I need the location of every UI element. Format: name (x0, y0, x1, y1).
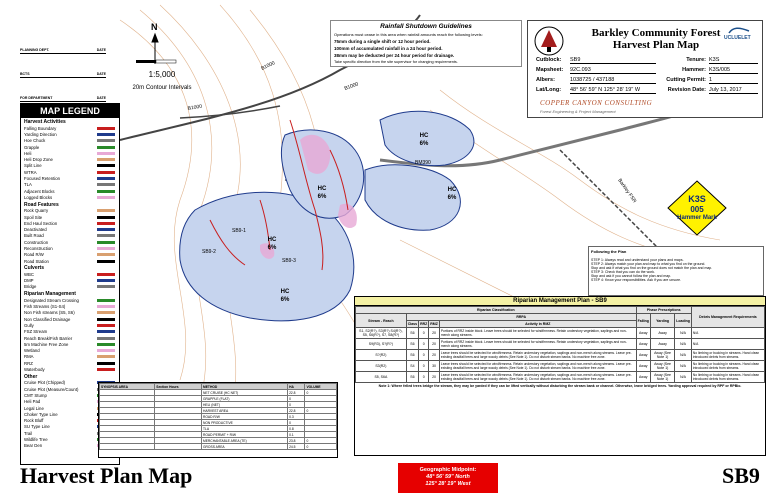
rmp-cell-cls: S6 (406, 328, 418, 339)
summary-cell: 0 (305, 408, 337, 414)
legend-symbol-icon (97, 368, 115, 371)
legend-symbol-icon (97, 177, 115, 180)
legend-item-label: Bridge (24, 284, 37, 290)
legend-item-label: Deactivated (24, 227, 47, 233)
field-value-albers: 1038725 / 437188 (570, 77, 656, 84)
rmp-group-header-row (356, 307, 765, 314)
legend-item-label: Legal Line (24, 405, 44, 411)
rmp-title: Riparian Management Plan - SB9 (355, 297, 765, 306)
legend-item-label: RMA (24, 354, 34, 360)
title-line-2: Harvest Plan Map (612, 39, 700, 51)
field-value-tenure: K3S (709, 57, 758, 64)
summary-header: METHOD (201, 384, 287, 390)
sb-label-3: SB9-3 (282, 258, 296, 264)
ucluelet-logo-icon (727, 25, 751, 35)
legend-symbol-icon (97, 247, 115, 250)
summary-row (100, 444, 337, 450)
legend-symbol-icon (97, 318, 115, 321)
rmp-table (355, 306, 765, 383)
midpoint-title: Geographic Midpoint: (419, 467, 477, 473)
legend-item-label: Road Station (24, 258, 49, 264)
rainfall-guidelines (330, 20, 522, 67)
legend-symbol-icon (97, 152, 115, 155)
block-label-3-pct: 6% (280, 297, 290, 303)
rmp-cell-yarding: Away (650, 328, 674, 339)
rmp-cell-reach: S1, S2(R?), S3(R?) S4(R?), S5, S6(R?), S7, S8(R?) (356, 328, 407, 339)
field-value-mapsheet: 92C.093 (570, 67, 656, 74)
rmp-row (356, 350, 765, 361)
title-fields-left (536, 57, 656, 94)
legend-symbol-icon (97, 234, 115, 237)
legend-item-label: Heli Pad (24, 399, 41, 405)
legend-symbol-icon (97, 164, 115, 167)
rmp-row (356, 328, 765, 339)
legend-category: Culverts (24, 265, 45, 272)
field-value-latlong: 48° 56' 59" N 125° 28' 19" W (570, 87, 656, 94)
midpoint-north: 48° 56' 59" North (426, 474, 470, 480)
rmp-cell-reach: S5, S6A (356, 372, 407, 383)
legend-symbol-icon (97, 311, 115, 314)
rmp-body (356, 328, 765, 383)
legend-symbol-icon (97, 337, 115, 340)
legend-item-label: FSZ Stream (24, 329, 48, 335)
legend-item-label: DMP (24, 278, 34, 284)
rmp-sub-header: Loading (675, 314, 692, 328)
field-value-revision-date: July 13, 2017 (709, 87, 758, 94)
rmp-cell-rmz: 20 (429, 339, 440, 350)
rmp-col-header: Class (407, 322, 418, 326)
signoff-label: BCTS (20, 72, 30, 76)
field-label: Revision Date: (667, 87, 706, 93)
rmp-cell-activity: Leave trees should be selected for windfirmness. Retain understory vegetation, saplings and non-merch along streams. Leave pre-existing deadfall trees and large woody debris (See Note 1). Do not disturb stream banks. No machine free zone. (439, 372, 636, 383)
summary-cell: 0.3 (288, 414, 305, 420)
legend-item-label: End Haul Section (24, 220, 58, 226)
legend-symbol-icon (97, 171, 115, 174)
block-label-2-code: HC (267, 237, 277, 243)
summary-cell: ROAD R/W (201, 414, 287, 420)
block-label-5-pct: 6% (447, 195, 457, 201)
legend-symbol-icon (97, 209, 115, 212)
field-value-cutblock: SB9 (570, 57, 656, 64)
legend-item (21, 366, 119, 372)
legend-item-label: Cruise Plot (Measure/Count) (24, 386, 79, 392)
legend-symbol-icon (97, 158, 115, 161)
legend-symbol-icon (97, 349, 115, 352)
rmp-cell-reach: S9(R3), S?(R?) (356, 339, 407, 350)
cutblock-mid-east (365, 165, 460, 230)
rmp-cell-cls: S6 (406, 372, 418, 383)
signoff-row (20, 30, 106, 54)
summary-cell: 0 (305, 438, 337, 444)
rmp-cell-debris: N/A (691, 339, 764, 350)
guidelines-title: Rainfall Shutdown Guidelines (380, 23, 472, 30)
field-value-cutting-permit: 1 (709, 77, 758, 84)
legend-symbol-icon (97, 355, 115, 358)
summary-cell: GRAPPLE (FLAT) (201, 396, 287, 402)
road-label-b1000-c: B1000 (343, 81, 360, 92)
title-fields-right (664, 57, 758, 94)
forest-logo-icon (534, 25, 564, 57)
legend-item-label: Wildlife Tree (24, 437, 48, 442)
legend-symbol-icon (97, 222, 115, 225)
legend-item-label: 5m Machine Free Zone (24, 341, 69, 347)
legend-item-label: Waterbody (24, 367, 45, 373)
rmp-col-header: RMZ (430, 322, 438, 326)
signoff-block (20, 30, 106, 102)
legend-symbol-icon (97, 343, 115, 346)
legend-symbol-icon (97, 330, 115, 333)
legend-item-label: Spoil Site (24, 214, 43, 220)
field-value-hammer: K3S/005 (709, 67, 758, 74)
title-block (527, 20, 763, 118)
rmp-cell-debris: No limbing or bucking in streams. Hand clean introduced debris from streams. (691, 361, 764, 372)
legend-item-label: Rock Bluff (24, 418, 44, 424)
legend-category: Harvest Activities (24, 119, 66, 125)
north-label: N (151, 22, 158, 32)
legend-item-label: Fish Streams (S1-S4) (24, 304, 66, 310)
legend-symbol-icon (97, 305, 115, 308)
rmp-cell-falling: Away (636, 328, 650, 339)
legend-symbol-icon (97, 146, 115, 149)
legend-symbol-icon (97, 133, 115, 136)
legend-symbol-icon (97, 279, 115, 282)
legend-item-label: Reach Break/Fish Barrier (24, 335, 73, 341)
legend-item-label: Split Line (24, 163, 42, 169)
rmp-cell-reach: S3(R2) (356, 361, 407, 372)
signoff-date: DATE (96, 48, 106, 52)
rmp-row (356, 361, 765, 372)
summary-cell: 23.8 (288, 438, 305, 444)
legend-item-label: WTRA (24, 169, 37, 175)
rmp-cell-reach: S?(R2) (356, 350, 407, 361)
follow-step: STEP 4: Know your responsibilities. Ask if you are unsure. (591, 278, 682, 282)
hammer-mark (667, 180, 727, 241)
road-label-b1000-a: B1000 (260, 60, 276, 72)
rmp-cell-rrz: 0 (419, 339, 429, 350)
follow-step: STEP 2: Always match your plan and map to what you find on the ground. (591, 262, 706, 266)
signoff-date: DATE (96, 72, 106, 76)
rmp-cell-rmz: 20 (429, 350, 440, 361)
legend-item-label: Built Road (24, 233, 44, 239)
rmp-cell-yarding: Away (650, 339, 674, 350)
geographic-midpoint (398, 463, 498, 493)
rmp-row (356, 372, 765, 383)
legend-symbol-icon (97, 324, 115, 327)
field-label: Mapsheet: (536, 67, 564, 73)
legend-category: Riparian Management (24, 291, 76, 298)
field-label: Hammer: (682, 67, 706, 73)
midpoint-west: 125° 28' 19" West (425, 481, 471, 487)
block-label-1-pct: 6% (317, 194, 327, 200)
sb-label-1: SB9-2 (202, 249, 216, 255)
legend-item-label: Gully (24, 322, 34, 328)
ucluelet-label: UCLUELET (724, 35, 751, 41)
summary-header: Section Hours (155, 384, 202, 390)
contour-interval: 20m Contour Intervals (132, 85, 192, 91)
legend-item-label: Non Classified Drainage (24, 316, 71, 322)
guidelines-rule: 100mm of accumulated rainfall in a 24 hour period. (334, 46, 443, 51)
rmp-cell-falling: Away (636, 339, 650, 350)
scale-info (122, 70, 202, 91)
scale-ratio: 1:5,000 (148, 70, 176, 79)
summary-cell: 0 (305, 444, 337, 450)
signoff-label: PLANNING DEPT. (20, 48, 50, 52)
sb-label-2: SB9-1 (232, 228, 246, 234)
follow-title: Following the Plan (591, 249, 627, 254)
legend-item-label: Designated Stream Crossing (24, 297, 79, 303)
rmp-cell-debris: No limbing or bucking in streams. Hand clean introduced debris from streams. (691, 350, 764, 361)
legend-item-label: Bear Den (24, 443, 43, 449)
summary-cell: 0 (288, 402, 305, 408)
signoff-date: DATE (96, 96, 106, 100)
rmp-group-header: Riparian Classification (356, 307, 637, 314)
rmp-cell-falling: Away (636, 350, 650, 361)
legend-category: Other (24, 373, 38, 380)
rmp-cell-activity: Portions of RRZ inside block. Leave trees should be selected for windfirmness. Retain understory vegetation, saplings and non-merch along streams. (439, 328, 636, 339)
rmp-cell-rmz: 30 (429, 361, 440, 372)
rmp-cell-loading: N/A (675, 372, 692, 383)
legend-item (21, 258, 119, 264)
summary-header: SYNOPSIS AREA (100, 384, 155, 390)
legend-item-label: Wetland (24, 348, 40, 354)
riparian-management-plan (354, 296, 766, 456)
summary-header: VOLUME (305, 384, 337, 390)
legend-category: Road Features (24, 201, 59, 208)
legend-item-label: TLA (24, 182, 32, 188)
legend-symbol-icon (97, 127, 115, 130)
follow-step: Stop and ask if what you find on the ground does not match the plan and map. (591, 266, 713, 270)
field-label: Tenure: (686, 57, 706, 63)
road-label-barkley-fsr: Barkley FSR (616, 177, 638, 205)
consultant-sub: Forest Engineering & Project Management (540, 109, 616, 114)
legend-symbol-icon (97, 190, 115, 193)
follow-step: STEP 1: Always read and understand your plans and maps. (591, 258, 684, 262)
area-summary (98, 382, 338, 458)
rmp-cell-cls: S4 (406, 361, 418, 372)
rmp-cell-yarding: Away (See Note 1) (650, 350, 674, 361)
legend-item (21, 284, 119, 290)
hammer-label: Hammer Mark (677, 215, 717, 221)
block-label-4-pct: 6% (419, 141, 429, 147)
legend-symbol-icon (97, 273, 115, 276)
legend-item-label: Road R/W (24, 252, 44, 258)
summary-cell: 24.5 (288, 444, 305, 450)
rmp-cell-loading: N/A (675, 339, 692, 350)
rmp-cell-loading: N/A (675, 328, 692, 339)
rmp-cell-activity: Leave trees should be selected for windfirmness. Retain understory vegetation, saplings and non-merch along streams. Leave pre-existing deadfall trees and large woody debris (See Note 1). Do not disturb stream banks. No machine free zone. (439, 350, 636, 361)
rmp-cell-loading: N/A (675, 350, 692, 361)
legend-item-label: Logged Blocks (24, 194, 53, 200)
rmp-sub-header: Yarding (650, 314, 674, 328)
summary-cell: 0.1 (288, 432, 305, 438)
guidelines-intro: Operations must cease in this area when rainfall amounts reach the following levels: (334, 32, 483, 37)
field-label: Lat/Long: (536, 87, 562, 93)
field-label: Cutting Permit: (666, 77, 706, 83)
road-label-bm390: BM390 (415, 160, 431, 166)
field-label: Cutblock: (536, 57, 562, 63)
scale-bar (136, 60, 176, 63)
legend-symbol-icon (97, 196, 115, 199)
signoff-row (20, 54, 106, 78)
block-label-5-code: HC (447, 187, 457, 193)
rmp-cell-yarding: Away (See Note 1) (650, 361, 674, 372)
summary-cell: 0 (288, 420, 305, 426)
rmp-cell-loading: N/A (675, 361, 692, 372)
guidelines-rule: 38mm may be deducted per 24 hour period for drainage. (334, 53, 455, 58)
title-line-1: Barkley Community Forest (591, 27, 721, 39)
summary-table (99, 383, 337, 450)
rmp-group-header: Debris Management Requirements (691, 307, 764, 328)
rmp-col-header: RRZ (420, 322, 428, 326)
summary-cell: 0 (288, 396, 305, 402)
legend-symbol-icon (97, 183, 115, 186)
summary-cell: NET CRUISE (HC NET) (201, 390, 287, 396)
legend-item-label: Focused Retention (24, 176, 61, 182)
legend-symbol-icon (97, 285, 115, 288)
hammer-code: K3S (688, 194, 706, 204)
summary-cell-blank (155, 444, 202, 450)
summary-cell: TLA (201, 426, 287, 432)
summary-cell: 0.8 (288, 426, 305, 432)
rmp-col-header: Activity in RMZ (439, 321, 636, 328)
legend-symbol-icon (97, 216, 115, 219)
summary-cell: 22.8 (288, 390, 305, 396)
rmp-cell-cls: S6 (406, 339, 418, 350)
summary-cell: NON PRODUCTIVE (201, 420, 287, 426)
north-arrow-icon (152, 34, 158, 64)
road-label-b1000-b: B1000 (187, 103, 203, 112)
summary-cell: 0 (305, 390, 337, 396)
summary-cell: ROAD PERMIT + R/W (201, 432, 287, 438)
block-label-3-code: HC (280, 289, 290, 295)
legend-item-label: Heli Drop Zone (24, 157, 53, 163)
signoff-label: FOR DEPARTMENT (20, 96, 53, 100)
legend-item-label: Falling Boundary (24, 125, 57, 131)
summary-cell: 22.8 (288, 408, 305, 414)
following-the-plan (588, 246, 764, 296)
signoff-row (20, 78, 106, 102)
legend-symbol-icon (97, 299, 115, 302)
legend-item-label: Rock Quarry (24, 208, 49, 214)
block-label-4-code: HC (419, 133, 429, 139)
legend-symbol-icon (97, 362, 115, 365)
rmp-cell-falling: Away (636, 372, 650, 383)
rmp-sub-header: Falling (636, 314, 650, 328)
rmp-cell-activity: Portions of RRZ inside block. Leave trees should be selected for windfirmness. Retain understory vegetation, saplings and non-merch along streams. (439, 339, 636, 350)
rmp-cell-yarding: Away (See Note 1) (650, 372, 674, 383)
summary-cell-blank (100, 444, 155, 450)
legend-item-label: Cruise Plot (Chipped) (24, 380, 66, 386)
legend-symbol-icon (97, 253, 115, 256)
legend-item (21, 194, 119, 200)
rmp-cell-rmz: 20 (429, 372, 440, 383)
footer-title: Harvest Plan Map (20, 463, 193, 488)
rmp-sub-header: Stream - Reach (356, 314, 407, 328)
consultant-name: COPPER CANYON CONSULTING (540, 99, 653, 107)
legend-item-label: Trail (24, 430, 33, 436)
summary-cell: HELI (NET) (201, 402, 287, 408)
guidelines-rule: 75mm during a single shift or 12 hour period. (334, 39, 431, 44)
field-label: Albers: (536, 77, 555, 83)
legend-item-label: SU Type Line (24, 424, 50, 430)
legend-symbol-icon (97, 139, 115, 142)
rmp-row (356, 339, 765, 350)
summary-cell: MERCHANTABLE AREA (TE) (201, 438, 287, 444)
rmp-cell-debris: No limbing or bucking in streams. Hand clean introduced debris from streams. (691, 372, 764, 383)
rmp-cell-falling: Away (636, 361, 650, 372)
legend-item-label: Grapple (24, 144, 40, 150)
footer-block-id: SB9 (722, 463, 760, 488)
rmp-sub-header: RRPA (406, 314, 636, 321)
legend-item-label: Choker Type Line (24, 411, 58, 417)
summary-header: HA (288, 384, 305, 390)
summary-body (100, 390, 337, 450)
legend-item-label: Construction (24, 239, 49, 245)
legend-symbol-icon (97, 228, 115, 231)
legend-item-label: Adjacent Blocks (24, 188, 55, 194)
block-label-1-code: HC (317, 186, 327, 192)
follow-step: Stop and ask if you cannot follow the plan and map. (591, 274, 672, 278)
rmp-cell-rmz: 20 (429, 328, 440, 339)
legend-item-label: CMT Stump (24, 392, 47, 398)
legend-item-label: Yarding Direction (24, 131, 57, 137)
legend-title: MAP LEGEND (21, 104, 119, 118)
legend-symbol-icon (97, 260, 115, 263)
rmp-note: Note 1: Where felled trees bridge the stream, they may be yarded if they can be lifted vertically without disturbing the stream bank or channel. Otherwise, leave bridged trees. Yarding approval required by RPF or RPBio. (378, 384, 742, 388)
hammer-number: 005 (690, 205, 704, 214)
block-label-2-pct: 6% (267, 245, 277, 251)
rmp-cell-rrz: 0 (419, 350, 429, 361)
rmp-cell-cls: S6 (406, 350, 418, 361)
legend-item-label: Hoe Chuck (24, 138, 46, 144)
legend-item-label: Non Fish streams (S5, S6) (24, 310, 75, 316)
rmp-cell-rrz: 0 (419, 372, 429, 383)
legend-item-label: Heli (24, 150, 32, 156)
rmp-group-header: Phase Prescriptions (636, 307, 691, 314)
summary-cell: HARVEST AREA (201, 408, 287, 414)
guidelines-note: Take specific direction from the site supervisor for changing requirements. (334, 60, 458, 64)
legend-item-label: Reconstruction (24, 245, 53, 251)
summary-cell: GROSS AREA (201, 444, 287, 450)
rmp-cell-rrz: 0 (419, 328, 429, 339)
legend-item-label: WBC (24, 271, 35, 277)
legend-symbol-icon (97, 241, 115, 244)
cutblocks (180, 111, 474, 321)
rmp-cell-activity: Leave trees should be selected for windfirmness. Retain understory vegetation, saplings and non-merch along streams. Leave pre-existing deadfall trees and large woody debris (See Note 1). Do not disturb stream banks. No machine free zone. (439, 361, 636, 372)
follow-step: STEP 3: Check that you can do the work. (591, 270, 655, 274)
rmp-cell-debris: N/A (691, 328, 764, 339)
rmp-cell-rrz: 0 (419, 361, 429, 372)
legend-item-label: RRZ (24, 360, 33, 366)
